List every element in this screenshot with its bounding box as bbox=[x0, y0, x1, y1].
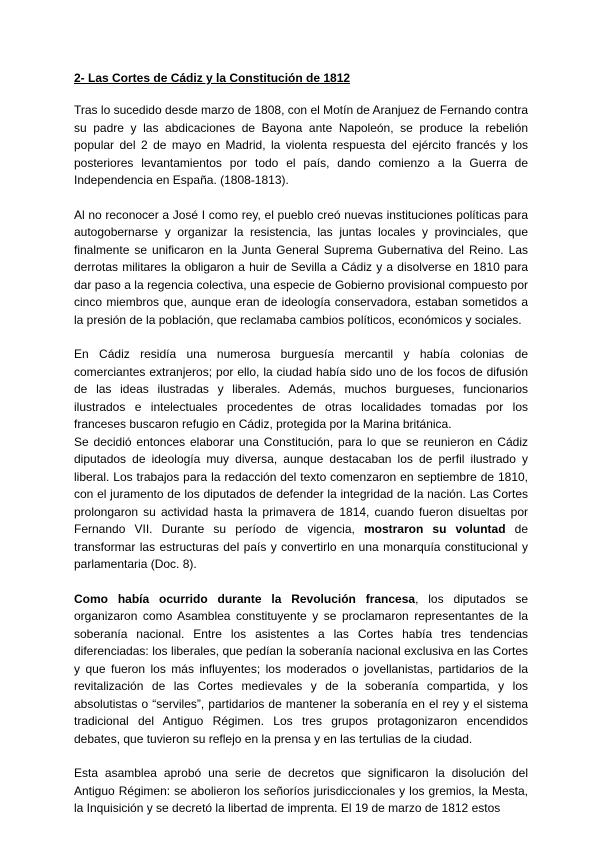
paragraph-4 bbox=[74, 434, 528, 574]
paragraph-4-bold: mostraron su voluntad bbox=[363, 522, 506, 536]
paragraph-2: Al no reconocer a José I como rey, el pueblo creó nuevas instituciones políticas para autogobernarse y organizar la resistencia, las juntas locales y provinciales, que finalmente se unificaron en la Junta General Suprema Gubernativa del Reino. Las derrotas militares la obligaron a huir de Sevilla a Cádiz y a disolverse en 1810 para dar paso a la regencia colectiva, una especie de Gobierno provisional compuesto por cinco miembros que, aunque eran de ideología conservadora, estaban sometidos a la presión de la población, que reclamaba cambios políticos, económicos y sociales. bbox=[74, 207, 528, 327]
section-title: 2- Las Cortes de Cádiz y la Constitución de 1812 bbox=[74, 71, 351, 85]
paragraph-1: Tras lo sucedido desde marzo de 1808, con el Motín de Aranjuez de Fernando contra su padre y las abdicaciones de Bayona ante Napoleón, se produce la rebelión popular del 2 de mayo en Madrid, la violenta respuesta del ejército francés y los posteriores levantamientos por todo el país, dando comienzo a la Guerra de Independencia en España. (1808-1813). bbox=[74, 103, 528, 187]
paragraph-6: Esta asamblea aprobó una serie de decretos que significaron la disolución del Antiguo Régimen: se abolieron los señoríos jurisdiccionales y los gremios, la Mesta, la Inquisición y se decretó la libertad de imprenta. El 19 de marzo de 1812 estos bbox=[74, 766, 528, 815]
document-body bbox=[74, 70, 528, 818]
paragraph-5-text: , los diputados se organizaron como Asamblea constituyente y se proclamaron representantes de la soberanía nacional. Entre los asistentes a las Cortes había tres tendencias diferenciadas: los liberales, que pedían la soberanía nacional exclusiva en las Cortes y que fueron los más influyentes; los moderados o jovellanistas, partidarios de la revitalización de las Cortes medievales y de la soberanía compartida, y los absolutistas o “serviles”, partidarios de mantener la soberanía en el rey y el sistema tradicional del Antiguo Régimen. Los tres grupos protagonizaron encendidos debates, que tuvieron su reflejo en la prensa y en las tertulias de la ciudad. bbox=[74, 591, 528, 746]
paragraph-5-bold: Como había ocurrido durante la Revolución francesa bbox=[74, 591, 416, 606]
paragraph-3: En Cádiz residía una numerosa burguesía mercantil y había colonias de comerciantes extranjeros; por ello, la ciudad había sido uno de los focos de difusión de las ideas ilustradas y liberales. Además, muchos burgueses, funcionarios ilustrados e intelectuales procedentes de otras localidades tomadas por los franceses buscaron refugio en Cádiz, protegida por la Marina británica. bbox=[74, 347, 528, 431]
paragraph-5 bbox=[74, 591, 528, 749]
paragraph-4-text-b: de transformar las estructuras del país y convertirlo en una monarquía constitucional y parlamentaria (Doc. 8). bbox=[74, 522, 528, 571]
paragraph-4-text-a: Se decidió entonces elaborar una Constitución, para lo que se reunieron en Cádiz diputados de ideología muy diversa, aunque destacaban los de perfil ilustrado y liberal. Los trabajos para la redacción del texto comenzaron en septiembre de 1810, con el juramento de los diputados de defender la integridad de la nación. Las Cortes prolongaron su actividad hasta la primavera de 1814, cuando fueron disueltas por Fernando VII. Durante su período de vigencia, bbox=[74, 434, 528, 536]
